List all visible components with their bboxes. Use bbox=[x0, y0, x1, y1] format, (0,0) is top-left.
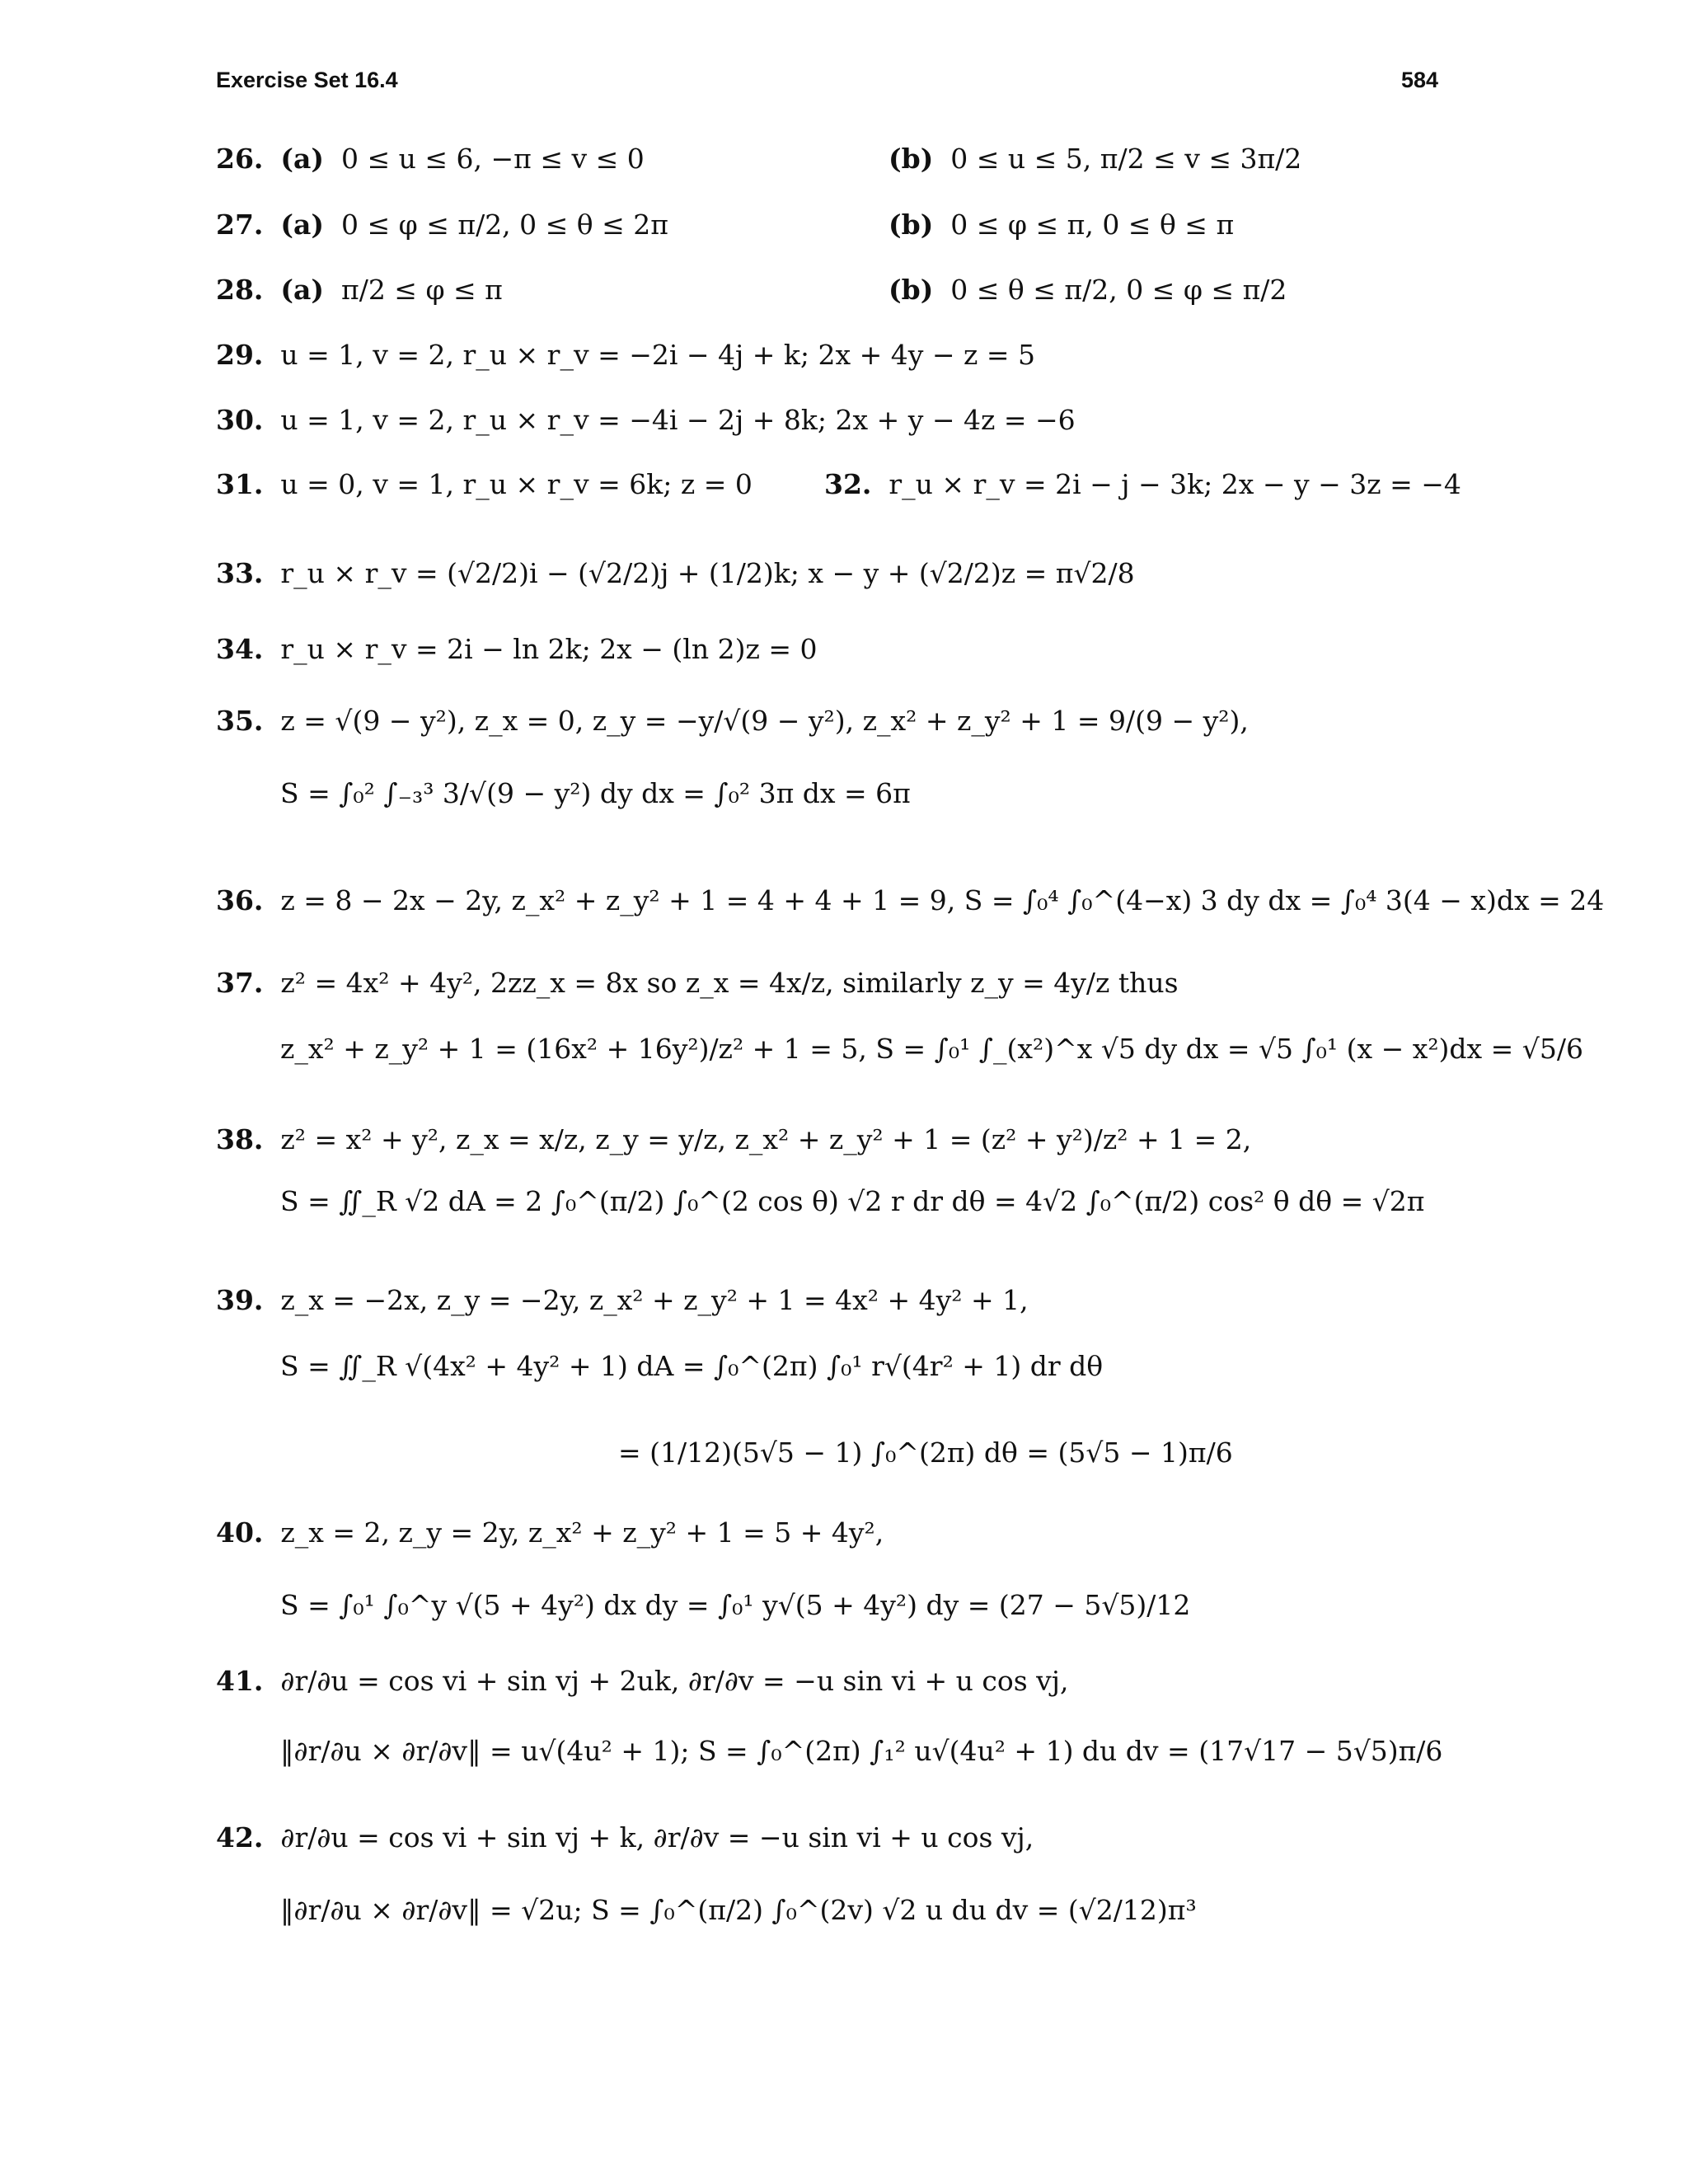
problem-32: 32. r_u × r_v = 2i − j − 3k; 2x − y − 3z = −4 bbox=[824, 468, 1461, 500]
problem-28-a: 28. (a) π/2 ≤ φ ≤ π bbox=[216, 274, 503, 306]
problem-41-line-1: 41. ∂r/∂u = cos vi + sin vj + 2uk, ∂r/∂v = −u sin vi + u cos vj, bbox=[216, 1665, 1069, 1697]
problem-27-b: (b) 0 ≤ φ ≤ π, 0 ≤ θ ≤ π bbox=[889, 209, 1235, 241]
problem-42-line-1: 42. ∂r/∂u = cos vi + sin vj + k, ∂r/∂v = −u sin vi + u cos vj, bbox=[216, 1821, 1034, 1854]
problem-27-a: 27. (a) 0 ≤ φ ≤ π/2, 0 ≤ θ ≤ 2π bbox=[216, 209, 668, 241]
problem-39-line-1: 39. z_x = −2x, z_y = −2y, z_x² + z_y² + 1 = 4x² + 4y² + 1, bbox=[216, 1284, 1029, 1316]
problem-41-line-2: ‖∂r/∂u × ∂r/∂v‖ = u√(4u² + 1); S = ∫₀^(2π) ∫₁² u√(4u² + 1) du dv = (17√17 − 5√5)π/6 bbox=[280, 1735, 1443, 1767]
problem-33: 33. r_u × r_v = (√2/2)i − (√2/2)j + (1/2)k; x − y + (√2/2)z = π√2/8 bbox=[216, 557, 1135, 589]
problem-34: 34. r_u × r_v = 2i − ln 2k; 2x − (ln 2)z = 0 bbox=[216, 633, 818, 665]
problem-36: 36. z = 8 − 2x − 2y, z_x² + z_y² + 1 = 4 + 4 + 1 = 9, S = ∫₀⁴ ∫₀^(4−x) 3 dy dx = ∫₀⁴ 3(4 − x)dx = 24 bbox=[216, 884, 1605, 916]
problem-40-line-1: 40. z_x = 2, z_y = 2y, z_x² + z_y² + 1 = 5 + 4y², bbox=[216, 1516, 884, 1549]
problem-29: 29. u = 1, v = 2, r_u × r_v = −2i − 4j + k; 2x + 4y − z = 5 bbox=[216, 339, 1036, 371]
problem-37-line-1: 37. z² = 4x² + 4y², 2zz_x = 8x so z_x = 4x/z, similarly z_y = 4y/z thus bbox=[216, 967, 1179, 999]
problem-28-b: (b) 0 ≤ θ ≤ π/2, 0 ≤ φ ≤ π/2 bbox=[889, 274, 1287, 306]
problem-40-line-2: S = ∫₀¹ ∫₀^y √(5 + 4y²) dx dy = ∫₀¹ y√(5 + 4y²) dy = (27 − 5√5)/12 bbox=[280, 1589, 1191, 1621]
problem-30: 30. u = 1, v = 2, r_u × r_v = −4i − 2j + 8k; 2x + y − 4z = −6 bbox=[216, 404, 1076, 436]
problem-26-a: 26. (a) 0 ≤ u ≤ 6, −π ≤ v ≤ 0 bbox=[216, 143, 645, 175]
problem-42-line-2: ‖∂r/∂u × ∂r/∂v‖ = √2u; S = ∫₀^(π/2) ∫₀^(2v) √2 u du dv = (√2/12)π³ bbox=[280, 1894, 1197, 1926]
problem-39-line-3: = (1/12)(5√5 − 1) ∫₀^(2π) dθ = (5√5 − 1)π/6 bbox=[618, 1436, 1233, 1469]
problem-39-line-2: S = ∬_R √(4x² + 4y² + 1) dA = ∫₀^(2π) ∫₀¹ r√(4r² + 1) dr dθ bbox=[280, 1350, 1104, 1382]
problem-35-line-1: 35. z = √(9 − y²), z_x = 0, z_y = −y/√(9 − y²), z_x² + z_y² + 1 = 9/(9 − y²), bbox=[216, 705, 1249, 737]
problem-31: 31. u = 0, v = 1, r_u × r_v = 6k; z = 0 bbox=[216, 468, 753, 500]
problem-38-line-2: S = ∬_R √2 dA = 2 ∫₀^(π/2) ∫₀^(2 cos θ) √2 r dr dθ = 4√2 ∫₀^(π/2) cos² θ dθ = √2π bbox=[280, 1185, 1425, 1217]
section-title: Exercise Set 16.4 bbox=[216, 68, 398, 92]
problem-38-line-1: 38. z² = x² + y², z_x = x/z, z_y = y/z, z_x² + z_y² + 1 = (z² + y²)/z² + 1 = 2, bbox=[216, 1123, 1252, 1155]
problem-37-line-2: z_x² + z_y² + 1 = (16x² + 16y²)/z² + 1 = 5, S = ∫₀¹ ∫_(x²)^x √5 dy dx = √5 ∫₀¹ (x − x²)dx = √5/6 bbox=[280, 1033, 1583, 1065]
page-number: 584 bbox=[1401, 68, 1439, 92]
problem-35-line-2: S = ∫₀² ∫₋₃³ 3/√(9 − y²) dy dx = ∫₀² 3π dx = 6π bbox=[280, 777, 911, 809]
problem-26-b: (b) 0 ≤ u ≤ 5, π/2 ≤ v ≤ 3π/2 bbox=[889, 143, 1302, 175]
